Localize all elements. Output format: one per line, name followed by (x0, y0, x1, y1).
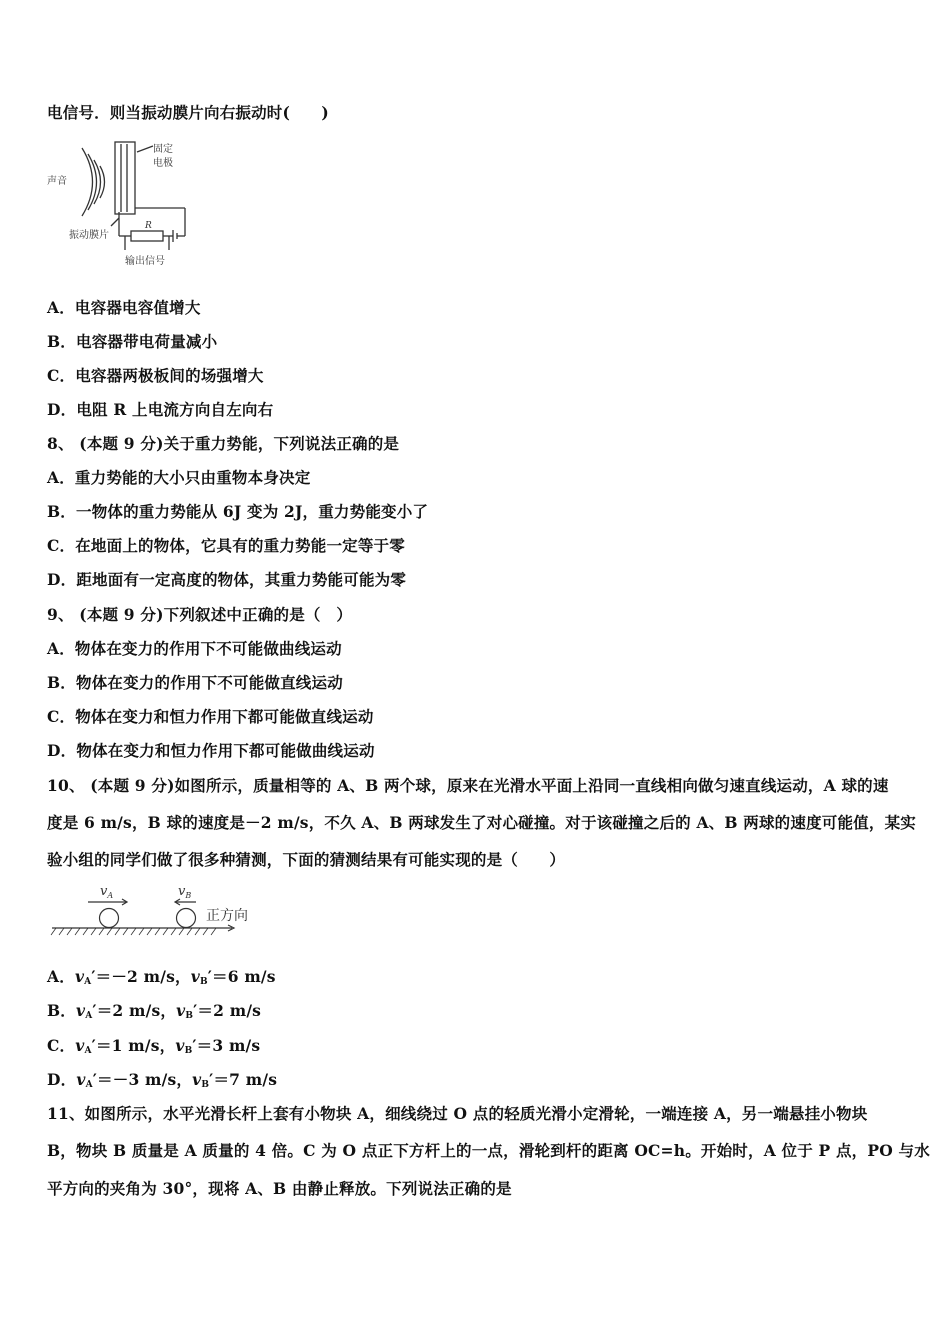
q8-option-a: A．重力势能的大小只由重物本身决定 (47, 468, 311, 487)
q10-option-c: C．$v_A'=1$ m/s，$v_B'=3$ m/s (47, 1036, 261, 1056)
q11-stem-line2: B，物块 B 质量是 A 质量的 4 倍。C 为 O 点正下方杆上的一点，滑轮到杆的距离 OC=h。开始时，A 位于 P 点，PO 与水 (47, 1141, 930, 1160)
q9-stem: 9、 (本题 9 分)下列叙述中正确的是（ ） (47, 605, 353, 624)
leader-fixed (137, 146, 153, 152)
label-r: R (145, 221, 152, 231)
q8-option-d: D．距地面有一定高度的物体，其重力势能可能为零 (47, 570, 407, 589)
q7-option-d: D．电阻 R 上电流方向自左向右 (47, 400, 274, 419)
q11-stem-line1: 11、如图所示，水平光滑长杆上套有小物块 A，细线绕过 O 点的轻质光滑小定滑轮，一端连接 A，另一端悬挂小物块 (47, 1104, 868, 1123)
ball-b (177, 909, 196, 928)
q9-option-a: A．物体在变力的作用下不可能做曲线运动 (47, 639, 342, 658)
q8-option-c: C．在地面上的物体，它具有的重力势能一定等于零 (47, 536, 405, 555)
q9-option-c: C．物体在变力和恒力作用下都可能做直线运动 (47, 707, 374, 726)
q7-option-b: B．电容器带电荷量减小 (47, 332, 218, 351)
microphone-diagram (45, 138, 195, 270)
leader-membrane (111, 218, 119, 226)
q10-stem-line2: 度是 6 m/s，B 球的速度是－2 m/s，不久 A、B 两球发生了对心碰撞。对于该碰撞之后的 A、B 两球的速度可能值，某实 (47, 813, 916, 832)
q10-stem-line1: 10、 (本题 9 分)如图所示，质量相等的 A、B 两个球，原来在光滑水平面上沿同一直线相向做匀速直线运动，A 球的速 (47, 776, 889, 795)
label-positive-direction: 正方向 (206, 908, 248, 924)
intro-text: 电信号．则当振动膜片向右振动时( ) (47, 103, 329, 122)
fixed-electrode-frame (115, 142, 135, 214)
q11-stem-line3: 平方向的夹角为 30°，现将 A、B 由静止释放。下列说法正确的是 (47, 1179, 512, 1198)
label-electrode: 电极 (153, 158, 173, 169)
label-vb: $v_B$ (178, 884, 192, 900)
q8-option-b: B．一物体的重力势能从 6J 变为 2J，重力势能变小了 (47, 502, 429, 521)
q10-option-b: B．$v_A'=2$ m/s，$v_B'=2$ m/s (47, 1001, 262, 1021)
q10-stem-line3: 验小组的同学们做了很多种猜测，下面的猜测结果有可能实现的是（ ） (47, 850, 566, 869)
label-fixed: 固定 (153, 144, 173, 155)
label-sound: 声音 (47, 176, 67, 187)
q10-option-a: A．$v_A'=-2$ m/s，$v_B'=6$ m/s (47, 967, 276, 987)
resistor-r (131, 231, 163, 241)
label-output: 输出信号 (125, 256, 165, 267)
ball-a (100, 909, 119, 928)
label-membrane: 振动膜片 (69, 230, 109, 241)
q7-option-c: C．电容器两极板间的场强增大 (47, 366, 264, 385)
collision-diagram (48, 882, 273, 940)
q8-stem: 8、 (本题 9 分)关于重力势能，下列说法正确的是 (47, 434, 400, 453)
sound-wave-arc (94, 160, 101, 204)
q9-option-d: D．物体在变力和恒力作用下都可能做曲线运动 (47, 741, 375, 760)
label-va: $v_A$ (100, 884, 114, 900)
ground-hatch (51, 928, 216, 935)
q7-option-a: A．电容器电容值增大 (47, 298, 201, 317)
q10-option-d: D．$v_A'=-3$ m/s，$v_B'=7$ m/s (47, 1070, 278, 1090)
q9-option-b: B．物体在变力的作用下不可能做直线运动 (47, 673, 343, 692)
